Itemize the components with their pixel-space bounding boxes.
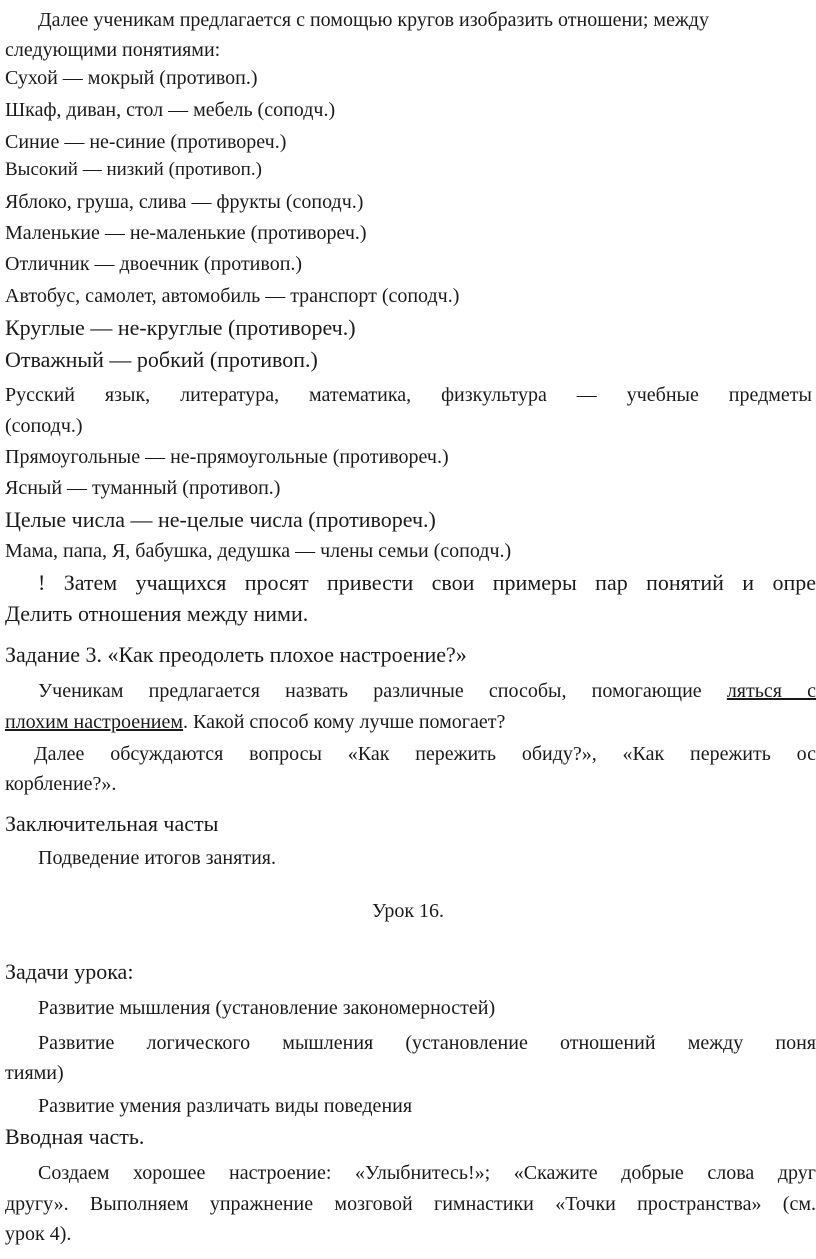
final-part-title: Заключительная часты	[5, 811, 219, 836]
underlined-text: плохим настроением	[5, 711, 184, 733]
pair-item: Маленькие — не-маленькие (противореч.)	[5, 222, 367, 244]
pair-item: Прямоугольные — не-прямоугольные (противореч.)	[5, 446, 449, 468]
lesson-task-line-1: Развитие логического мышления (установление отношений между поня	[38, 1032, 816, 1054]
intro-part-line-2: другу». Выполняем упражнение мозговой гимнастики «Точки пространства» (см.	[5, 1193, 816, 1215]
pair-item: Круглые — не-круглые (противореч.)	[5, 315, 356, 340]
underlined-text: ляться с	[726, 680, 816, 702]
intro-line-2: следующими понятиями:	[5, 39, 221, 61]
intro-part-line-1: Создаем хорошее настроение: «Улыбнитесь!»; «Скажите добрые слова друг	[38, 1162, 816, 1184]
pair-item-continuation: (соподч.)	[5, 415, 83, 437]
lesson-title: Урок 16.	[371, 900, 445, 922]
task3-paragraph-2-line-1: Далее обсуждаются вопросы «Как пережить обиду?», «Как пережить ос	[34, 743, 816, 765]
lesson-task: Развитие умения различать виды поведения	[38, 1095, 413, 1117]
task3-text: . Какой способ кому лучше помогает?	[183, 711, 506, 733]
intro-line-1: Далее ученикам предлагается с помощью кругов изобразить отношени; между	[38, 9, 709, 31]
pair-item: Синие — не-синие (противореч.)	[5, 131, 287, 153]
intro-part-line-3: урок 4).	[5, 1223, 72, 1245]
pair-item: Целые числа — не-целые числа (противореч.)	[5, 507, 436, 532]
task3-paragraph-2-line-2: корбление?».	[5, 773, 117, 795]
task3-title: Задание 3. «Как преодолеть плохое настроение?»	[5, 642, 467, 667]
final-part-text: Подведение итогов занятия.	[38, 847, 276, 869]
pair-item: Высокий — низкий (противоп.)	[5, 159, 262, 180]
intro-part-title: Вводная часть.	[5, 1124, 145, 1149]
pair-item: Отличник — двоечник (противоп.)	[5, 253, 303, 275]
lesson-task-line-2: тиями)	[5, 1062, 64, 1084]
pair-item: Мама, папа, Я, бабушка, дедушка — члены семьи (соподч.)	[5, 540, 512, 562]
pair-item: Русский язык, литература, математика, физкультура — учебные предметы	[5, 384, 812, 406]
pair-item: Отважный — робкий (противоп.)	[5, 347, 318, 372]
note-line-2: Делить отношения между ними.	[5, 601, 309, 626]
task3-paragraph-1-line-2	[5, 710, 816, 734]
pair-item: Яблоко, груша, слива — фрукты (соподч.)	[5, 191, 364, 213]
pair-item: Ясный — туманный (противоп.)	[5, 477, 281, 499]
pair-item: Сухой — мокрый (противоп.)	[5, 67, 258, 89]
task3-text: Ученикам предлагается назвать различные способы, помогающие	[38, 680, 702, 702]
task3-paragraph-1-line-1	[38, 679, 816, 703]
note-line-1: ! Затем учащихся просят привести свои примеры пар понятий и опре	[38, 570, 816, 595]
pair-item: Шкаф, диван, стол — мебель (соподч.)	[5, 99, 336, 121]
tasks-title: Задачи урока:	[5, 959, 134, 984]
pair-item: Автобус, самолет, автомобиль — транспорт (соподч.)	[5, 285, 460, 307]
lesson-task: Развитие мышления (установление закономерностей)	[38, 997, 496, 1019]
